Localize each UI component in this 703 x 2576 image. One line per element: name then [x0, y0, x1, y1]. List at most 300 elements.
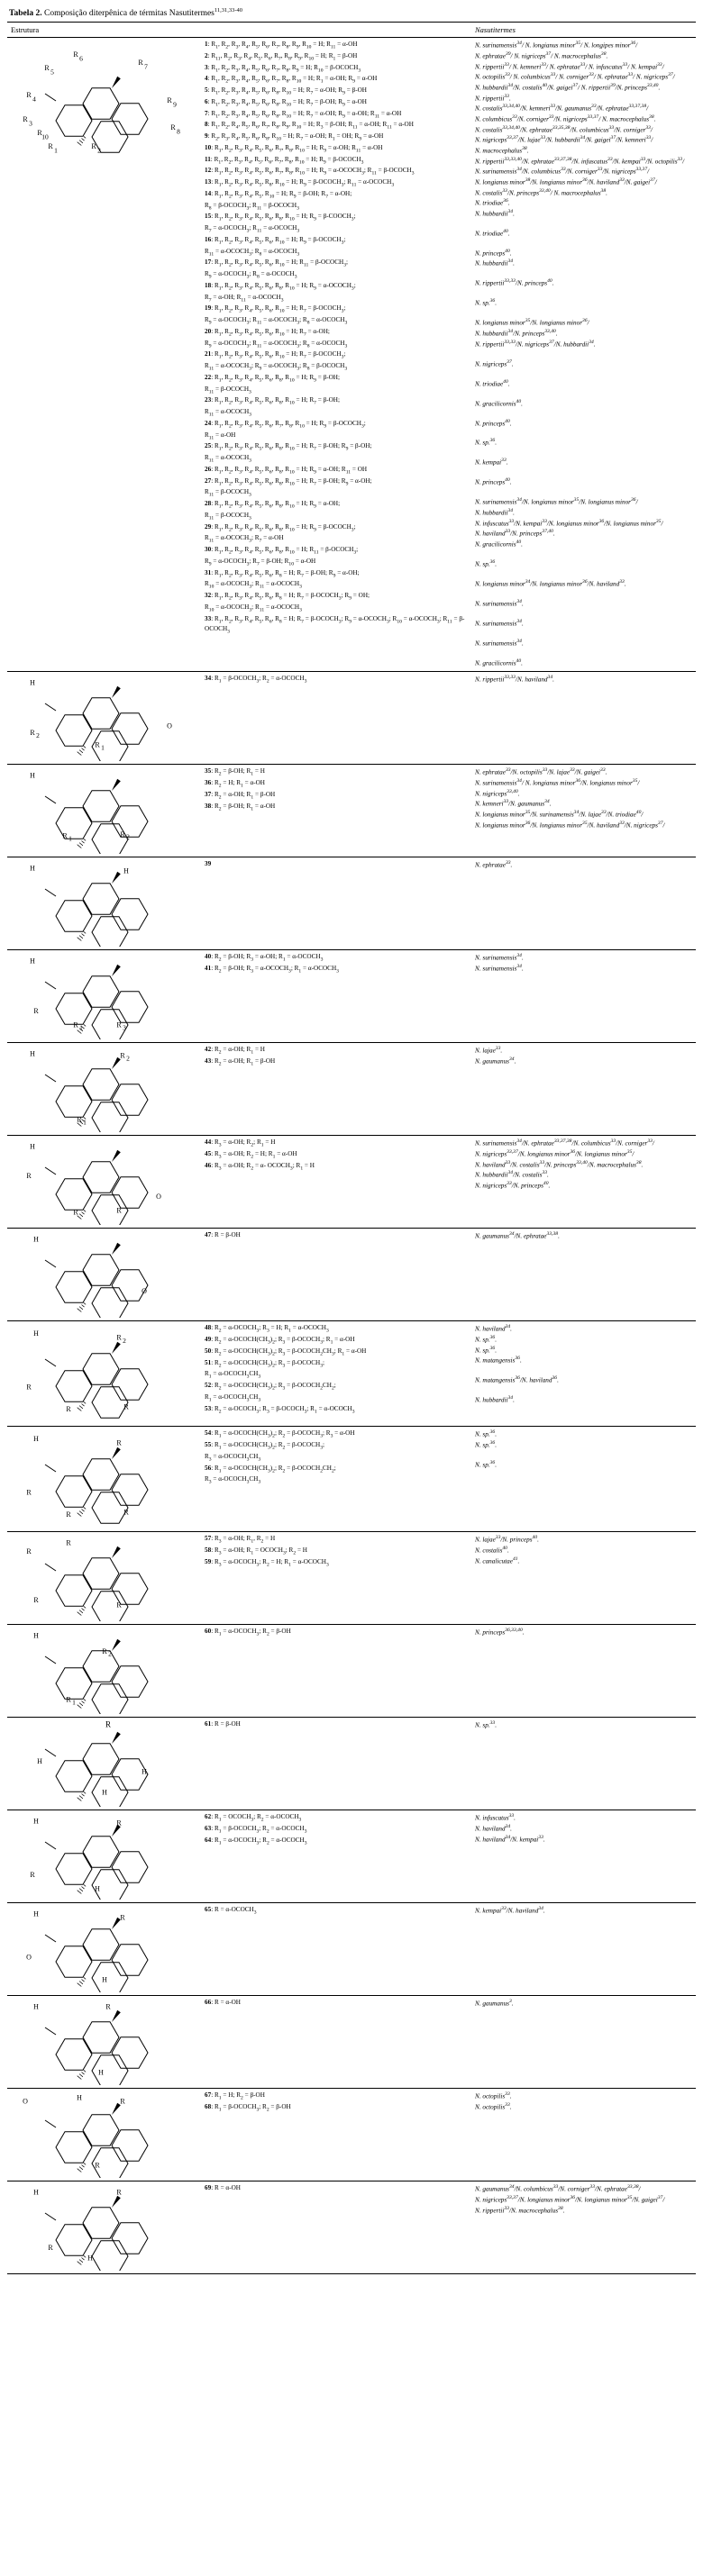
species-entry: N. princeps36,33,40.: [475, 1628, 525, 1637]
species-list: [471, 1136, 696, 1229]
tricyclic-R1-R2-R3-57-icon: [11, 1535, 197, 1621]
svg-text:R: R: [94, 2161, 100, 2170]
species-entry: N. ephratae39/ N. nigriceps37/ N. macrocephalus38.: [475, 50, 608, 60]
svg-text:2: 2: [107, 1650, 112, 1659]
species-entry: [475, 220, 692, 228]
svg-text:R: R: [115, 1206, 122, 1215]
svg-text:O: O: [166, 721, 172, 730]
species-entry: N. lajae33.: [475, 1046, 503, 1055]
tricyclic-R1-R2-icon: [11, 767, 197, 854]
species-entry: N. rippertii33,33/N. princeps40.: [475, 278, 554, 287]
substituent-entry: 32: R1, R2, R3, R4, R5, R6, R8 = H; R7 = β-OCOCH3; R9 = OH;: [205, 592, 370, 602]
svg-text:R: R: [105, 1720, 111, 1730]
svg-text:R: R: [47, 2244, 53, 2253]
substituent-entry: R11 = β-OCOCH3: [205, 511, 251, 522]
svg-text:R: R: [115, 1020, 122, 1029]
svg-text:R: R: [94, 741, 100, 750]
table-row: [7, 1321, 696, 1427]
substituent-list: [201, 1532, 471, 1625]
substituent-entry: 24: R1, R2, R3, R4, R5, R6, R7, R8, R10 = H; R9 = β-OCOCH3;: [205, 419, 366, 430]
tricyclic-R1-R2-R3-icon: [11, 953, 197, 1039]
species-entry: N. gaumanus3.: [475, 1999, 514, 2008]
species-entry: N. surinamensis34/N. ephratae33,37,38/N. columbicus33/N. corniger33/: [475, 1138, 654, 1147]
substituent-entry: 16: R1, R2, R3, R4, R5, R6, R10 = H; R9 = β-OCOCH3;: [205, 235, 346, 246]
species-entry: N. longianus minor36/N. longianus minor35/N. haviland33/N. nigriceps37/: [475, 820, 665, 830]
species-list: [471, 38, 696, 672]
species-entry: N. gaumanus34.: [475, 1057, 516, 1066]
substituent-entry: 45: R3 = α-OH; R2 = H; R1 = α-OH: [205, 1150, 297, 1160]
species-entry: N. costalis40.: [475, 1546, 509, 1555]
substituent-entry: 28: R1, R2, R3, R4, R5, R6, R8, R10 = H; R9 = α-OH;: [205, 500, 341, 510]
species-entry: N. sp.36.: [475, 438, 497, 447]
species-entry: N. nigriceps33/N. princeps40.: [475, 1181, 551, 1190]
species-entry: N. matangensis36/N. haviland36.: [475, 1375, 559, 1384]
species-list: [471, 672, 696, 765]
svg-text:H: H: [29, 678, 35, 687]
species-entry: N. nigriceps33,37/N. longianus minor36/N. longianus minor35/N. gaigei37/: [475, 2195, 665, 2204]
substituent-entry: R9 = α-OCOCH3; R11 = α-OCOCH3; R8 = α-OCOCH3: [205, 339, 348, 349]
species-entry: N. sp.33.: [475, 1720, 497, 1729]
polycycle-ketone-R-65-icon: [11, 1906, 197, 1992]
svg-text:R: R: [65, 1695, 71, 1704]
svg-text:R: R: [90, 142, 96, 151]
structure-cell: [7, 2181, 201, 2274]
species-entry: [475, 1366, 692, 1374]
substituent-entry: 60: R1 = α-OCOCH3; R2 = β-OH: [205, 1628, 291, 1637]
svg-text:R: R: [119, 1051, 125, 1060]
substituent-entry: 68: R1 = β-OCOCH3; R2 = β-OH: [205, 2103, 291, 2113]
substituent-entry: R9 = α-OCOCH3; R7 = β-OH; R10 = α-OH: [205, 557, 316, 567]
steroid-skeleton-R1-R10-icon: [11, 41, 197, 176]
substituent-entry: 18: R1, R2, R3, R4, R5, R6, R8, R10 = H; R9 = α-OCOCH3;: [205, 281, 356, 292]
species-entry: N. costalis33/N. princeps33,40/ N. macrocephalus38.: [475, 187, 607, 196]
structure-cell: [7, 1321, 201, 1427]
structure-cell: [7, 1043, 201, 1136]
table-body: [7, 38, 696, 2274]
substituent-entry: 35: R2 = β-OH; R1 = H: [205, 767, 265, 777]
substituent-entry: 5: R1, R2, R3, R4, R5, R6, R8, R10 = H; R7 = α-OH; R9 = β-OH: [205, 86, 367, 96]
svg-text:H: H: [32, 1631, 39, 1640]
svg-text:O: O: [141, 1287, 147, 1296]
species-entry: N. hubbardii34.: [475, 259, 515, 268]
svg-text:H: H: [32, 1435, 39, 1444]
species-entry: N. rippertii33,33/N. haviland34.: [475, 675, 554, 684]
species-entry: [475, 309, 692, 317]
species-entry: N. columbicus33/N. corniger33/N. nigriceps33,37/ N. macrocephalus38.: [475, 113, 656, 123]
svg-text:10: 10: [41, 132, 49, 141]
svg-text:O: O: [22, 2097, 28, 2106]
macrocycle-R-61-icon: [11, 1720, 197, 1807]
substituent-entry: R11 = α-OCOCH3: [205, 454, 251, 464]
substituent-entry: 29: R1, R2, R3, R4, R5, R6, R8, R10 = H; R9 = β-OCOCH3;: [205, 522, 356, 533]
substituent-entry: R11 = α-OCOCH3; R9 = α-OCOCH3; R8 = β-OCOCH3: [205, 362, 348, 372]
species-entry: [475, 590, 692, 598]
substituent-entry: 23: R1, R2, R3, R4, R5, R6, R8, R10 = H; R7 = β-OH;: [205, 396, 340, 406]
svg-text:H: H: [94, 1884, 100, 1893]
substituent-entry: 31: R1, R2, R3, R4, R5, R6, R8 = H; R7 = β-OH; R9 = α-OH;: [205, 568, 360, 579]
substituent-entry: 43: R2 = α-OH; R1 = β-OH: [205, 1057, 276, 1067]
substituent-entry: 27: R1, R2, R3, R4, R5, R6, R8, R10 = H; R7 = β-OH; R9 = α-OH;: [205, 476, 372, 487]
substituent-entry: 21: R1, R2, R3, R4, R5, R6, R10 = H; R7 = β-OCOCH3;: [205, 350, 346, 360]
species-list: [471, 2181, 696, 2274]
species-entry: [475, 1451, 692, 1459]
species-entry: N. princeps40.: [475, 477, 512, 486]
species-entry: N. surinamensis34.: [475, 618, 524, 628]
substituent-list: [201, 2181, 471, 2274]
svg-text:1: 1: [78, 1023, 83, 1032]
species-entry: N. sp.36.: [475, 1345, 497, 1355]
substituent-entry: 53: R2 = α-OCOCH3; R3 = β-OCOCH3; R1 = α-OCOCH3: [205, 1404, 355, 1415]
substituent-entry: R11 = α-OCOCH3: [205, 408, 251, 418]
substituent-entry: R8 = β-OCOCH3; R11 = β-OCOCH3: [205, 201, 299, 212]
svg-text:H: H: [36, 1757, 42, 1766]
species-entry: N. surinamensis34.: [475, 953, 524, 962]
substituent-entry: 64: R1 = α-OCOCH3; R2 = α-OCOCH3: [205, 1836, 307, 1846]
substituent-entry: R9 = α-OCOCH3; R11 = α-OCOCH3; R8 = α-OCOCH3: [205, 316, 348, 326]
caption-text: Composição diterpênica de térmitas Nasutitermes: [41, 9, 215, 19]
species-entry: N. haviland34/N. kempai33.: [475, 1834, 545, 1844]
svg-text:H: H: [32, 2002, 39, 2011]
substituent-entry: R3 = α-OCOCH3CH3: [205, 1452, 261, 1463]
structure-cell: [7, 765, 201, 857]
substituent-entry: 14: R1, R2, R3, R4, R5, R10 = H; R9 = β-OH; R7 = α-OH;: [205, 189, 352, 200]
structure-cell: [7, 1427, 201, 1532]
structure-cell: [7, 1718, 201, 1810]
species-entry: N. haviland34.: [475, 1324, 512, 1333]
substituent-entry: 19: R1, R2, R3, R4, R5, R6, R10 = H; R7 = β-OCOCH3;: [205, 304, 346, 314]
svg-text:R: R: [29, 1871, 35, 1880]
species-list: [471, 857, 696, 950]
svg-text:R: R: [32, 1007, 39, 1016]
substituent-entry: R7 = α-OH; R11 = α-OCOCH3: [205, 293, 284, 304]
svg-text:R: R: [25, 1383, 32, 1392]
substituent-entry: R11 = α-OCOCH3; R7 = α-OH: [205, 534, 284, 544]
svg-text:H: H: [101, 1788, 107, 1797]
species-entry: [475, 570, 692, 578]
substituent-entry: 6: R1, R2, R3, R4, R5, R6, R8, R10 = H; R7 = β-OH; R9 = α-OH: [205, 97, 367, 108]
species-entry: N. surinamensis34.: [475, 638, 524, 648]
table-row: [7, 672, 696, 765]
svg-text:H: H: [29, 771, 35, 780]
svg-text:H: H: [29, 957, 35, 966]
substituent-entry: R9 = α-OCOCH3; R8 = α-OCOCH3: [205, 270, 297, 280]
species-list: [471, 1718, 696, 1810]
substituent-list: [201, 857, 471, 950]
column-header-nasutitermes: Nasutitermes: [471, 23, 696, 38]
svg-text:1: 1: [82, 1118, 87, 1127]
species-entry: N. sp.36.: [475, 1460, 497, 1469]
svg-text:R: R: [166, 96, 172, 105]
species-entry: N. sp.36.: [475, 1440, 497, 1449]
substituent-entry: 33: R1, R2, R3, R4, R5, R6, R8 = H; R7 = β-OCOCH3; R9 = α-OCOCH3; R10 = α-OCOCH3; R11 = β-OCOCH3: [205, 614, 465, 635]
svg-text:R: R: [25, 1172, 32, 1181]
svg-text:R: R: [123, 1402, 129, 1411]
substituent-entry: R7 = α-OCOCH3; R11 = α-OCOCH3: [205, 224, 300, 234]
species-entry: N. kempai33.: [475, 458, 508, 467]
species-entry: [475, 610, 692, 618]
svg-text:R: R: [29, 729, 35, 738]
svg-text:2: 2: [125, 1054, 130, 1063]
table-row: [7, 857, 696, 950]
svg-text:H: H: [32, 1329, 39, 1338]
species-entry: N. surinamensis34/N. longianus minor35/N. longianus minor36/: [475, 497, 638, 506]
species-entry: [475, 649, 692, 657]
tricyclic-R1-R2-epoxy-icon: [11, 1046, 197, 1132]
table-header-row: [7, 23, 696, 38]
substituent-entry: 22: R1, R2, R3, R4, R5, R6, R8, R10 = H; R9 = β-OH;: [205, 373, 340, 384]
caption-label: Tabela 2.: [9, 9, 42, 19]
svg-text:R: R: [25, 1488, 32, 1497]
species-entry: N. hubbardii34.: [475, 507, 515, 517]
table-row: [7, 1903, 696, 1996]
species-list: [471, 2089, 696, 2181]
substituent-entry: R11 = α-OH: [205, 431, 236, 441]
tricyclic-R1-R2-R3-48-icon: [11, 1324, 197, 1423]
substituent-entry: 41: R2 = β-OH; R3 = α-OCOCH3; R1 = α-OCOCH3: [205, 965, 339, 975]
species-entry: [475, 409, 692, 417]
polycycle-R1-R2-62-icon: [11, 1813, 197, 1900]
substituent-entry: 20: R1, R2, R3, R4, R5, R6, R10 = H; R7 = α-OH;: [205, 327, 330, 338]
species-entry: N. sp.36.: [475, 1429, 497, 1438]
svg-text:1: 1: [100, 743, 105, 752]
svg-text:R: R: [169, 123, 176, 132]
tricyclic-R1-R2-R3-54-icon: [11, 1429, 197, 1528]
svg-text:R: R: [72, 1020, 78, 1029]
species-entry: N. gracilicornis40.: [475, 658, 523, 667]
structure-cell: [7, 1229, 201, 1321]
structure-cell: [7, 1136, 201, 1229]
tricyclic-plain-39-icon: [11, 860, 197, 947]
svg-text:R: R: [25, 1547, 32, 1556]
substituent-entry: 57: R3 = α-OH; R1, R2 = H: [205, 1535, 276, 1545]
substituent-entry: 10: R1, R2, R3, R4, R5, R6, R7, R8, R10 = H; R9 = α-OH; R11 = α-OH: [205, 143, 383, 154]
table-row: [7, 2089, 696, 2181]
svg-text:R: R: [72, 50, 78, 59]
species-list: [471, 1043, 696, 1136]
species-entry: N. princeps40.: [475, 418, 512, 427]
svg-text:9: 9: [172, 100, 177, 109]
substituent-entry: 11: R1, R2, R3, R4, R5, R6, R7, R8, R10 = H; R9 = β-OCOCH3: [205, 155, 364, 166]
substituent-entry: 37: R2 = α-OH; R1 = β-OH: [205, 790, 276, 801]
species-entry: N. rippertii33,33,40/N. ephratae33,37,38/N. infuscatus33/N. kempai33/N. octopilis33/: [475, 156, 685, 165]
substituent-entry: R11 = α-OCOCH3; R8 = α-OCOCH3: [205, 247, 300, 258]
substituent-entry: R10 = α-OCOCH3; R11 = α-OCOCH3: [205, 603, 302, 613]
table-row: [7, 1427, 696, 1532]
species-list: [471, 1996, 696, 2089]
substituent-entry: 25: R1, R2, R3, R4, R5, R6, R8, R10 = H; R7 = β-OH; R9 = β-OH;: [205, 442, 372, 452]
species-entry: N. rippertii33/ N. kemneri33/ N. ephratae33/ N. infuscatus33/ N. kempai33/: [475, 61, 664, 70]
substituent-entry: R11 = β-OCOCH3: [205, 488, 251, 498]
species-entry: [475, 468, 692, 476]
substituent-list: [201, 1903, 471, 1996]
substituent-entry: 69: R = α-OH: [205, 2184, 241, 2192]
table-row: [7, 38, 696, 672]
substituent-entry: 55: R1 = α-OCOCH(CH3)2; R2 = β-OCOCH3;: [205, 1441, 324, 1451]
species-entry: N. hubbardii34/N. costalis33.: [475, 1170, 549, 1179]
structure-cell: [7, 950, 201, 1043]
species-entry: N. princeps40.: [475, 248, 512, 258]
substituent-entry: 46: R3 = α-OH; R2 = α- OCOCH3; R1 = H: [205, 1161, 315, 1172]
species-entry: N. sp.36.: [475, 558, 497, 568]
species-entry: [475, 550, 692, 558]
species-entry: N. infuscatus33.: [475, 1813, 516, 1822]
table-row: [7, 950, 696, 1043]
species-entry: N. nigriceps33,37/N. longianus minor36/N. longianus minor35/: [475, 1149, 635, 1158]
svg-text:R: R: [65, 1405, 71, 1414]
substituent-entry: 61: R = β-OH: [205, 1720, 241, 1728]
species-entry: N. octopilis33/ N. columbicus33/ N. corniger33/ N. ephratae33/ N. nigriceps37/: [475, 72, 675, 81]
species-entry: N. nigriceps37.: [475, 358, 514, 368]
substituent-list: [201, 1427, 471, 1532]
svg-text:R: R: [119, 830, 125, 839]
substituent-entry: 58: R3 = α-OH; R1 = OCOCH3; R2 = H: [205, 1547, 307, 1556]
table-row: [7, 765, 696, 857]
svg-text:O: O: [155, 1193, 161, 1202]
caption-refs: 11,31,33-40: [214, 7, 243, 14]
svg-text:H: H: [29, 1049, 35, 1058]
substituent-entry: 7: R1, R2, R3, R4, R5, R6, R8, R10 = H; R7 = α-OH; R9 = α-OH; R11 = α-OH: [205, 109, 402, 120]
svg-text:6: 6: [78, 54, 83, 63]
structure-cell: [7, 1810, 201, 1903]
svg-text:O: O: [25, 1953, 32, 1962]
structure-cell: [7, 1532, 201, 1625]
species-entry: N. nigriceps33,37/N. lujae33/N. hubbardii34/N. gaigei37/N. kemneri33/: [475, 135, 653, 144]
svg-text:R: R: [43, 64, 50, 73]
svg-text:R: R: [115, 1333, 122, 1342]
svg-text:R: R: [47, 142, 53, 151]
table-row: [7, 1136, 696, 1229]
substituent-entry: 1: R1, R2, R3, R4, R5, R6, R7, R8, R9, R10 = H; R11 = α-OH: [205, 41, 358, 50]
species-entry: N. gaumanus34/N. columbicus33/N. corniger33/N. ephratae33,38/: [475, 2184, 641, 2193]
substituent-list: [201, 1229, 471, 1321]
species-entry: [475, 240, 692, 248]
species-entry: N. longianus minor34/N. longianus minor36/N. haviland33.: [475, 578, 626, 588]
species-entry: N. rippertii33.: [475, 93, 511, 102]
substituent-entry: R3 = α-OCOCH3CH3: [205, 1475, 261, 1485]
species-entry: [475, 629, 692, 637]
svg-text:R: R: [115, 1601, 122, 1610]
species-list: [471, 765, 696, 857]
svg-text:2: 2: [35, 731, 40, 740]
species-entry: N. longianus minor35/N. longianus minor36/: [475, 318, 589, 327]
species-entry: N. macrocephalus38.: [475, 145, 529, 155]
species-entry: N. ephratae33.: [475, 860, 513, 869]
svg-text:H: H: [32, 2188, 39, 2197]
species-entry: N. triodiae36.: [475, 198, 510, 207]
column-header-structure: Estrutura: [7, 23, 471, 38]
svg-text:R: R: [65, 1510, 71, 1519]
svg-text:R: R: [123, 1508, 129, 1517]
substituent-list: [201, 1136, 471, 1229]
svg-text:3: 3: [122, 1023, 126, 1032]
species-entry: [475, 488, 692, 496]
svg-text:1: 1: [68, 834, 72, 843]
structure-cell: [7, 1625, 201, 1718]
svg-text:R: R: [137, 59, 143, 68]
substituent-entry: 26: R1, R2, R3, R4, R5, R6, R8, R10 = H; R9 = α-OH; R11 = OH: [205, 465, 368, 476]
svg-text:H: H: [76, 2093, 82, 2102]
substituent-entry: 17: R1, R2, R3, R4, R5, R6, R10 = H; R11 = β-OCOCH3;: [205, 259, 348, 268]
svg-text:1: 1: [71, 1698, 76, 1707]
substituent-entry: 15: R1, R2, R3, R4, R5, R6, R8, R10 = H; R9 = β-COOCH3;: [205, 213, 356, 222]
table-row: [7, 1996, 696, 2089]
svg-text:H: H: [123, 866, 129, 875]
svg-text:R: R: [32, 1596, 39, 1605]
substituent-entry: 2: R11, R2, R3, R4, R5, R6, R7, R8, R9, R10 = H; R1 = β-OH: [205, 51, 358, 62]
substituent-list: [201, 1996, 471, 2089]
substituent-list: [201, 2089, 471, 2181]
svg-text:H: H: [32, 1817, 39, 1826]
structure-cell: [7, 857, 201, 950]
table-row: [7, 1810, 696, 1903]
species-entry: [475, 289, 692, 297]
species-entry: N. gracilicornis40.: [475, 540, 523, 549]
polycycle-R-66-icon: [11, 1999, 197, 2085]
table-row: [7, 1229, 696, 1321]
species-entry: N. triodiae40.: [475, 228, 510, 238]
species-entry: N. canalicutae41.: [475, 1556, 520, 1565]
svg-text:R: R: [105, 2002, 111, 2011]
svg-text:R: R: [119, 1913, 125, 1922]
polycycle-ketone-R1-R2-67-icon: [11, 2091, 197, 2178]
species-entry: N. surinamensis34/ N. longianus minor36/N. longianus minor35/: [475, 778, 640, 787]
substituent-list: [201, 1810, 471, 1903]
species-entry: N. longianus minor38/N. longianus minor36/N. haviland33/N. gaigei37/: [475, 177, 657, 186]
species-entry: N. longianus minor35/N. surinamensis34/N. lajae33/N. triodiae40/: [475, 810, 644, 819]
table-row: [7, 2181, 696, 2274]
species-entry: N. nigriceps33,40.: [475, 788, 520, 798]
substituent-list: [201, 950, 471, 1043]
substituent-entry: 66: R = α-OH: [205, 1999, 241, 2007]
table-row: [7, 1043, 696, 1136]
species-entry: [475, 389, 692, 397]
svg-text:R: R: [115, 2188, 122, 2197]
species-entry: N. rippertii33,33/N. nigriceps37/N. hubbardii34.: [475, 339, 596, 349]
substituent-entry: 56: R1 = α-OCOCH(CH3)2; R2 = β-OCOCH2CH2;: [205, 1464, 336, 1474]
species-entry: N. sp.36.: [475, 298, 497, 307]
svg-text:5: 5: [50, 68, 54, 77]
substituent-entry: 52: R2 = α-OCOCH(CH3)2; R3 = β-OCOCH2CH2;: [205, 1382, 336, 1392]
species-entry: [475, 369, 692, 377]
substituent-entry: R10 = α-OCOCH3; R11 = α-OCOCH3: [205, 580, 302, 590]
substituent-entry: 40: R2 = β-OH; R3 = α-OH; R1 = α-OCOCH3: [205, 953, 324, 963]
polycycle-R-69-icon: [11, 2184, 197, 2271]
tricyclic-lactone-R-icon: [11, 1231, 197, 1318]
species-entry: N. hubbardii34.: [475, 208, 515, 218]
species-list: [471, 1810, 696, 1903]
svg-text:2: 2: [122, 1337, 126, 1346]
table-row: [7, 1532, 696, 1625]
tricyclic-R1-R2-60-icon: [11, 1628, 197, 1714]
substituent-entry: 30: R1, R2, R3, R4, R5, R6, R8, R10 = H; R11 = β-OCOCH3;: [205, 546, 359, 556]
table-row: [7, 1718, 696, 1810]
species-entry: N. surinamensis34.: [475, 598, 524, 608]
species-list: [471, 950, 696, 1043]
species-entry: N. costalis33,34,40/N. ephratae33,35,38/N. columbicus33/N. corniger33/: [475, 124, 653, 133]
substituent-entry: 9: R2, R3, R4, R5, R6, R8, R10 = H; R7 = α-OH; R1 = OH; R9 = α-OH: [205, 132, 384, 142]
substituent-entry: 49: R2 = α-OCOCH(CH3)2; R3 = β-OCOCH3; R1 = α-OH: [205, 1336, 355, 1346]
svg-text:H: H: [97, 2068, 104, 2077]
substituent-entry: 50: R2 = α-OCOCH(CH3)2; R3 = β-OCOCH2CH3; R1 = α-OH: [205, 1347, 367, 1357]
substituent-entry: 62: R1 = OCOCH3; R2 = α-OCOCH3: [205, 1813, 302, 1823]
svg-text:H: H: [32, 1235, 39, 1244]
species-entry: N. matangensis36.: [475, 1356, 522, 1365]
substituent-entry: 59: R3 = α-OCOCH3; R2 = H; R1 = α-OCOCH3: [205, 1557, 329, 1568]
svg-text:R: R: [76, 1115, 82, 1124]
species-entry: [475, 429, 692, 437]
substituent-entry: 38: R2 = β-OH; R1 = α-OH: [205, 802, 276, 812]
svg-text:H: H: [101, 1975, 107, 1984]
